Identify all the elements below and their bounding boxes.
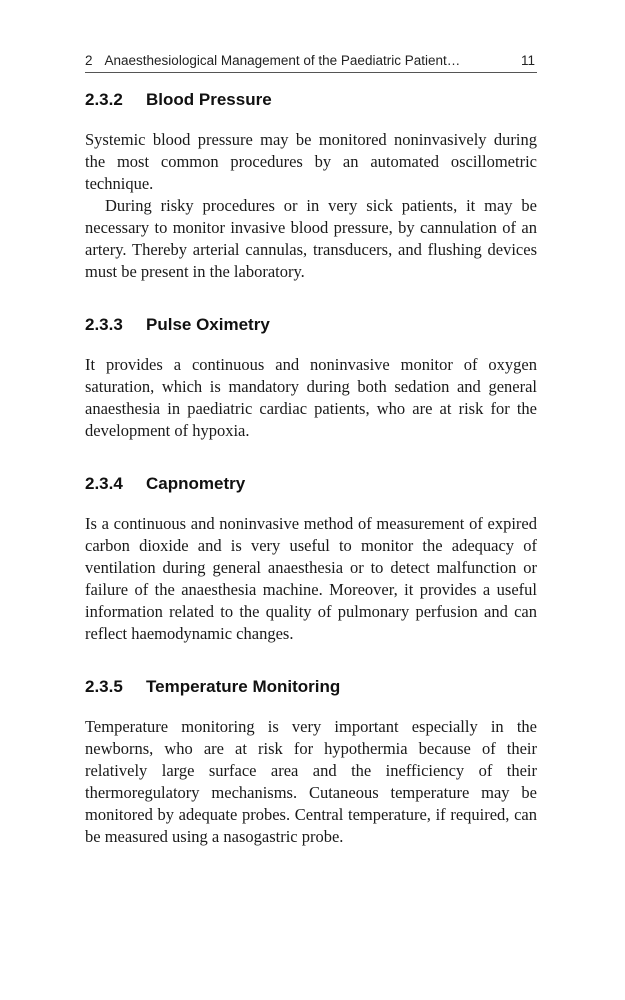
section-heading xyxy=(85,472,537,496)
section-title: Temperature Monitoring xyxy=(146,677,341,696)
section-number: 2.3.5 xyxy=(85,677,123,696)
section-pulse-oximetry xyxy=(85,313,537,442)
section-number: 2.3.4 xyxy=(85,474,123,493)
section-heading xyxy=(85,88,537,112)
page-number: 11 xyxy=(520,53,535,68)
section-title: Pulse Oximetry xyxy=(146,315,270,334)
paragraph: Systemic blood pressure may be monitored noninvasively during the most common procedures by an automated oscillometric technique. xyxy=(85,130,537,193)
section-heading xyxy=(85,313,537,337)
section-number: 2.3.2 xyxy=(85,90,123,109)
paragraph: Temperature monitoring is very important especially in the newborns, who are at risk for hypothermia because of their relatively large surface area and the inefficiency of their thermoregulatory mechanisms. Cutaneous temperature may be monitored by adequate probes. Central temperature, if required, can be measured using a nasogastric probe. xyxy=(85,717,537,846)
section-temperature-monitoring xyxy=(85,675,537,848)
section-heading xyxy=(85,675,537,699)
running-head xyxy=(85,50,537,73)
paragraph: During risky procedures or in very sick patients, it may be necessary to monitor invasive blood pressure, by cannulation of an artery. Thereby arterial cannulas, transducers, and flushing devices must be present in the laboratory. xyxy=(85,196,537,281)
section-title: Capnometry xyxy=(146,474,246,493)
section-capnometry xyxy=(85,472,537,645)
chapter-title: Anaesthesiological Management of the Paediatric Patient… xyxy=(104,53,461,68)
section-title: Blood Pressure xyxy=(146,90,272,109)
page-body xyxy=(85,88,537,878)
paragraph: Is a continuous and noninvasive method of measurement of expired carbon dioxide and is very useful to monitor the adequacy of ventilation during general anaesthesia or to detect malfunction or failure of the anaesthesia machine. Moreover, it provides a useful information related to the quality of pulmonary perfusion and can reflect haemodynamic changes. xyxy=(85,514,537,643)
paragraph: It provides a continuous and noninvasive monitor of oxygen saturation, which is mandatory during both sedation and general anaesthesia in paediatric cardiac patients, who are at risk for the development of hypoxia. xyxy=(85,355,537,440)
section-blood-pressure xyxy=(85,88,537,283)
section-number: 2.3.3 xyxy=(85,315,123,334)
chapter-number: 2 xyxy=(85,53,93,68)
